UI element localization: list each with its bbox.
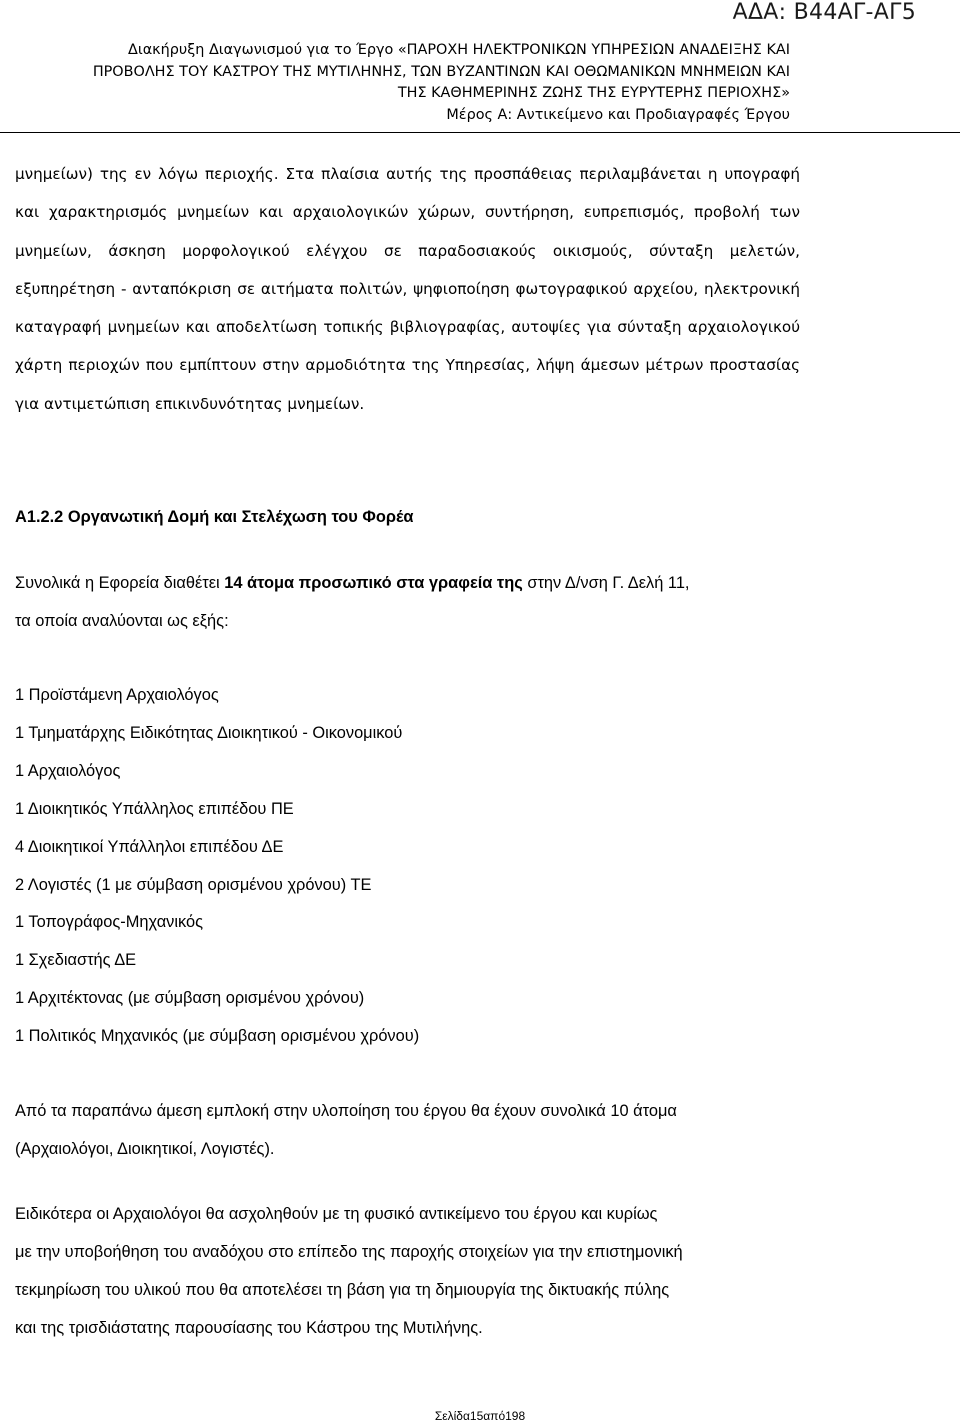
staff-item-7: 1 Τοπογράφος-Μηχανικός [15,913,204,931]
staff-item-5: 4 Διοικητικοί Υπάλληλοι επιπέδου ΔΕ [15,838,284,856]
staff-sentence-start: Συνολικά η Εφορεία διαθέτει [15,574,225,592]
archaeologists-line-4: και της τρισδιάστατης παρουσίασης του Κάστρου της Μυτιλήνης. [15,1319,483,1337]
archaeologists-line-3: τεκμηρίωση του υλικού που θα αποτελέσει τη βάση για τη δημιουργία της δικτυακής πύλης [15,1281,670,1299]
staff-sentence-end: στην Δ/νση Γ. Δελή 11, [522,574,690,592]
header-line-2: ΠΡΟΒΟΛΗΣ ΤΟΥ ΚΑΣΤΡΟΥ ΤΗΣ ΜΥΤΙΛΗΝΗΣ, ΤΩΝ ΒΥΖΑΝΤΙΝΩΝ ΚΑΙ ΟΘΩΜΑΝΙΚΩΝ ΜΝΗΜΕΙΩΝ ΚΑΙ [92,63,790,80]
section-heading: Α1.2.2 Οργανωτική Δομή και Στελέχωση του Φορέα [15,508,414,526]
involvement-line-2: (Αρχαιολόγοι, Διοικητικοί, Λογιστές). [15,1140,275,1158]
archaeologists-line-1: Ειδικότερα οι Αρχαιολόγοι θα ασχοληθούν με τη φυσικό αντικείμενο του έργου και κυρίως [15,1205,658,1223]
staff-item-1: 1 Προϊστάμενη Αρχαιολόγος [15,686,219,704]
header-line-1: Διακήρυξη Διαγωνισμού για το Έργο «ΠΑΡΟΧΗ ΗΛΕΚΤΡΟΝΙΚΩΝ ΥΠΗΡΕΣΙΩΝ ΑΝΑΔΕΙΞΗΣ ΚΑΙ [127,42,790,58]
header-line-3: ΤΗΣ ΚΑΘΗΜΕΡΙΝΗΣ ΖΩΗΣ ΤΗΣ ΕΥΡΥΤΕΡΗΣ ΠΕΡΙΟΧΗΣ» [397,85,790,101]
staff-item-3: 1 Αρχαιολόγος [15,762,121,780]
staff-item-10: 1 Πολιτικός Μηχανικός (με σύμβαση ορισμένου χρόνου) [15,1027,420,1045]
intro-paragraph: μνημείων) της εν λόγω περιοχής. Στα πλαίσια αυτής της προσπάθειας περιλαμβάνεται η υπογραφή και χαρακτηρισμός μνημείων και αρχαιολογικών χώρων, συντήρηση, ευπρεπισμός, προβολή των μνημείων, άσκηση μορφολογικού ελέγχου σε παραδοσιακούς οικισμούς, σύνταξη μελετών, εξυπηρέτηση - ανταπόκριση σε αιτήματα πολιτών, ψηφιοποίηση φωτογραφικού αρχείου, ηλεκτρονική καταγραφή μνημείων και αποδελτίωση τοπικής βιβλιογραφίας, αυτοψίες για σύνταξη αρχαιολογικού χάρτη περιοχών που εμπίπτουν στην αρμοδιότητα της Υπηρεσίας, λήψη άμεσων μέτρων προστασίας για αντιμετώπιση επικινδυνότητας μνημείων. [15,165,800,413]
staff-item-9: 1 Αρχιτέκτονας (με σύμβαση ορισμένου χρόνου) [15,989,365,1007]
staff-item-8: 1 Σχεδιαστής ΔΕ [15,951,137,969]
staff-item-6: 2 Λογιστές (1 με σύμβαση ορισμένου χρόνου) ΤΕ [15,876,372,894]
page-number: Σελίδα15από198 [434,1409,526,1423]
involvement-line-1: Από τα παραπάνω άμεση εμπλοκή στην υλοποίηση του έργου θα έχουν συνολικά 10 άτομα [15,1102,677,1120]
staff-sentence-line-2: τα οποία αναλύονται ως εξής: [15,612,229,630]
staff-count-bold: 14 άτομα προσωπικό στα γραφεία της [224,574,523,592]
header-divider [0,132,960,133]
ada-code: ΑΔΑ: Β44ΑΓ-ΑΓ5 [732,0,916,25]
header-line-4: Μέρος Α: Αντικείμενο και Προδιαγραφές Έργου [446,106,790,123]
staff-item-4: 1 Διοικητικός Υπάλληλος επιπέδου ΠΕ [15,800,294,818]
staff-item-2: 1 Τμηματάρχης Ειδικότητας Διοικητικού - Οικονομικού [15,724,403,742]
archaeologists-line-2: με την υποβοήθηση του αναδόχου στο επίπεδο της παροχής στοιχείων για την επιστημονική [15,1243,683,1261]
staff-sentence [15,571,690,595]
document-header [10,40,790,126]
